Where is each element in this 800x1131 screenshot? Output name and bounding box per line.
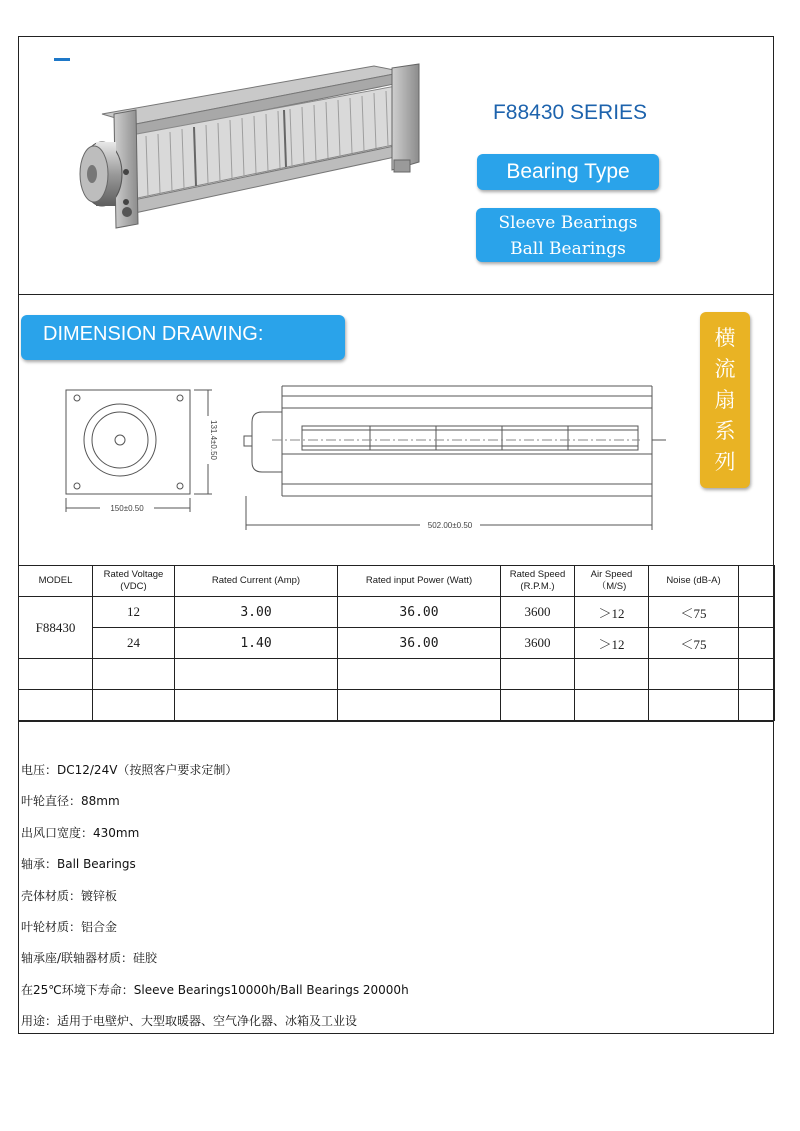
table-row bbox=[19, 628, 775, 659]
vlabel-char: 流 bbox=[714, 356, 736, 381]
header-empty bbox=[739, 566, 775, 597]
air-speed-cell: ＞12 bbox=[575, 597, 649, 628]
voltage-cell: 12 bbox=[93, 597, 175, 628]
header-air-speed bbox=[575, 566, 649, 597]
section-divider-top bbox=[18, 294, 774, 295]
empty-cell bbox=[739, 628, 775, 659]
voltage-cell: 24 bbox=[93, 628, 175, 659]
header-air-line1: Air Speed bbox=[590, 569, 633, 580]
speed-cell: 3600 bbox=[501, 628, 575, 659]
spec-notes bbox=[21, 760, 761, 1043]
front-height-dimension: 131.4±0.50 bbox=[209, 420, 218, 460]
header-model: MODEL bbox=[19, 566, 93, 597]
header-speed-line1: Rated Speed bbox=[509, 569, 566, 580]
note-voltage: 电压：DC12/24V（按照客户要求定制） bbox=[21, 763, 238, 777]
note-impeller-material: 叶轮材质：铝合金 bbox=[21, 919, 118, 934]
header-current: Rated Current (Amp) bbox=[175, 566, 338, 597]
note-lifetime: 在25℃环境下寿命：Sleeve Bearings10000h/Ball Bearings 20000h bbox=[21, 982, 409, 997]
power-cell: 36.00 bbox=[338, 597, 501, 628]
header-voltage-line2: (VDC) bbox=[120, 581, 147, 592]
bearing-type-label: Bearing Type bbox=[477, 154, 659, 190]
header-noise: Noise (dB-A) bbox=[649, 566, 739, 597]
vlabel-char: 列 bbox=[714, 449, 736, 474]
bearing-type-sleeve: Sleeve Bearings bbox=[498, 213, 638, 233]
current-cell: 1.40 bbox=[175, 628, 338, 659]
model-cell: F88430 bbox=[19, 597, 93, 659]
noise-cell: ＜75 bbox=[649, 597, 739, 628]
speed-cell: 3600 bbox=[501, 597, 575, 628]
cross-flow-fan-series-label bbox=[700, 312, 750, 488]
note-outlet-width: 出风口宽度：430mm bbox=[21, 825, 140, 840]
power-cell: 36.00 bbox=[338, 628, 501, 659]
current-cell: 3.00 bbox=[175, 597, 338, 628]
table-row-empty bbox=[19, 659, 775, 690]
header-power: Rated input Power (Watt) bbox=[338, 566, 501, 597]
dimension-drawing bbox=[40, 370, 700, 545]
note-application: 用途：适用于电壁炉、大型取暖器、空气净化器、冰箱及工业设 bbox=[21, 1014, 358, 1029]
section-divider-bottom bbox=[18, 721, 774, 722]
table-row-empty bbox=[19, 690, 775, 721]
bearing-type-ball: Ball Bearings bbox=[510, 239, 626, 259]
spec-table bbox=[18, 565, 775, 721]
vlabel-char: 横 bbox=[714, 325, 736, 350]
header-voltage bbox=[93, 566, 175, 597]
header-voltage-line1: Rated Voltage bbox=[103, 569, 164, 580]
vlabel-char: 系 bbox=[714, 418, 736, 443]
bearing-types-box bbox=[476, 208, 660, 262]
header-speed-line2: (R.P.M.) bbox=[520, 581, 555, 592]
note-impeller-diameter: 叶轮直径：88mm bbox=[21, 794, 120, 809]
table-row bbox=[19, 597, 775, 628]
front-width-dimension: 150±0.50 bbox=[110, 504, 144, 513]
note-housing-material: 壳体材质：镀锌板 bbox=[21, 888, 118, 903]
series-title: F88430 SERIES bbox=[492, 101, 648, 124]
table-header-row bbox=[19, 566, 775, 597]
dimension-drawing-label: DIMENSION DRAWING: bbox=[21, 315, 345, 360]
note-bearing-seat-material: 轴承座/联轴器材质：硅胶 bbox=[21, 951, 158, 966]
empty-cell bbox=[739, 597, 775, 628]
note-bearing: 轴承：Ball Bearings bbox=[21, 857, 136, 872]
noise-cell: ＜75 bbox=[649, 628, 739, 659]
accent-mark bbox=[54, 58, 70, 61]
header-air-line2: （M/S) bbox=[596, 581, 627, 592]
length-dimension: 502.00±0.50 bbox=[427, 521, 473, 530]
air-speed-cell: ＞12 bbox=[575, 628, 649, 659]
cross-flow-fan-photo bbox=[74, 52, 444, 252]
header-speed bbox=[501, 566, 575, 597]
vlabel-char: 扇 bbox=[714, 387, 736, 412]
